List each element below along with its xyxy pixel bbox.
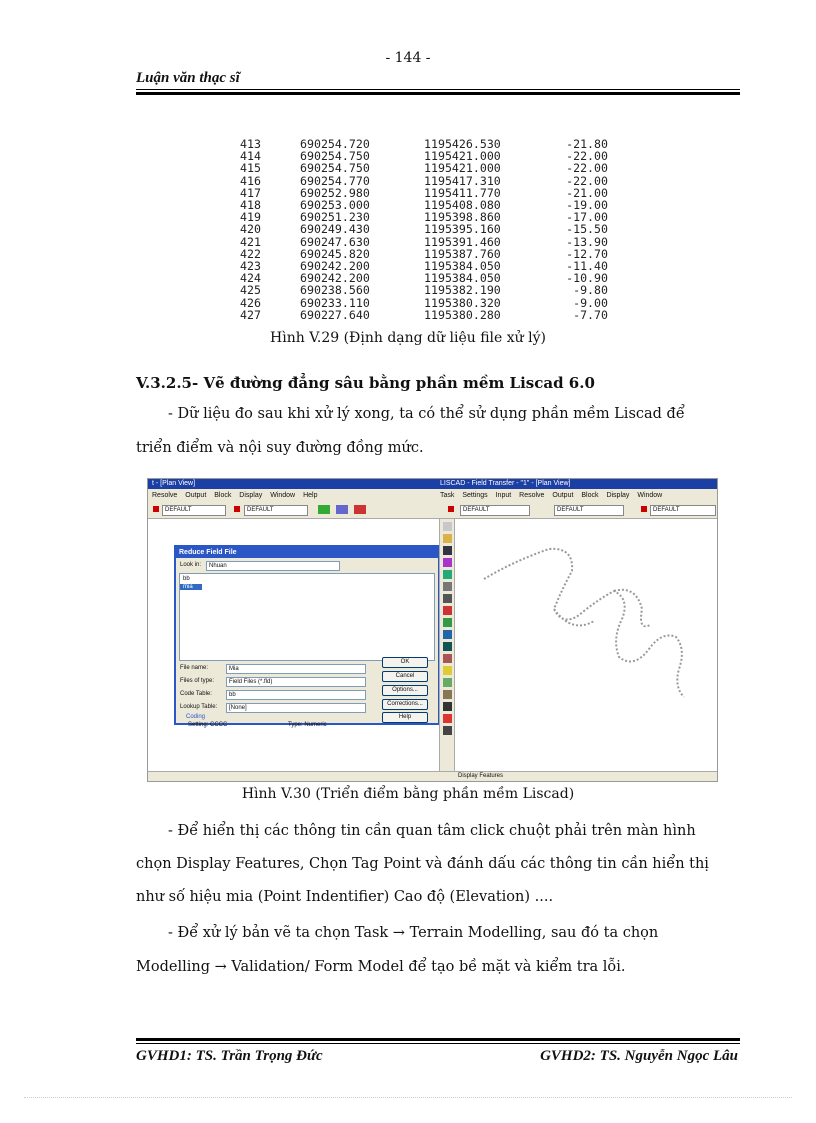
depth-cell: -9.00 xyxy=(573,295,608,310)
color-swatch-icon[interactable] xyxy=(641,506,647,512)
tool-icon[interactable] xyxy=(443,642,452,651)
table-row xyxy=(240,236,622,248)
point-id-cell: 420 xyxy=(240,222,261,237)
northing-cell: 1195421.000 xyxy=(424,161,501,176)
table-row xyxy=(240,175,622,187)
menu-settings[interactable]: Settings xyxy=(462,492,488,499)
easting-cell: 690254.750 xyxy=(300,161,370,176)
northing-cell: 1195391.460 xyxy=(424,234,501,249)
northing-cell: 1195398.860 xyxy=(424,210,501,225)
draw-tools-icon[interactable] xyxy=(318,505,378,514)
northing-cell: 1195395.160 xyxy=(424,222,501,237)
contour-points xyxy=(484,549,684,697)
tool-icon[interactable] xyxy=(443,714,452,723)
menu-output[interactable]: Output xyxy=(185,492,207,499)
easting-cell: 690251.230 xyxy=(300,210,370,225)
layer-combo-4[interactable]: DEFAULT xyxy=(554,505,624,516)
tool-icon[interactable] xyxy=(443,654,452,663)
depth-cell: -19.00 xyxy=(566,198,608,213)
northing-cell: 1195411.770 xyxy=(424,185,501,200)
contour-points xyxy=(614,590,650,626)
menu-resolve-r[interactable]: Resolve xyxy=(519,492,545,499)
menu-input[interactable]: Input xyxy=(495,492,512,499)
easting-cell: 690254.720 xyxy=(300,137,370,151)
depth-cell: -11.40 xyxy=(566,259,608,274)
point-id-cell: 423 xyxy=(240,259,261,274)
easting-cell: 690253.000 xyxy=(300,198,370,213)
northing-cell: 1195426.530 xyxy=(424,137,501,151)
figure-30-caption: Hình V.30 (Triển điểm bằng phần mềm Liscad) xyxy=(241,786,575,802)
coding-label: Coding xyxy=(186,714,206,720)
northing-cell: 1195408.080 xyxy=(424,198,501,213)
look-in-label: Look in: xyxy=(180,562,202,568)
point-id-cell: 417 xyxy=(240,185,261,200)
easting-cell: 690252.980 xyxy=(300,185,370,200)
footer-left: GVHD1: TS. Trần Trọng Đức xyxy=(136,1048,323,1064)
left-menubar xyxy=(148,489,438,502)
northing-cell: 1195380.320 xyxy=(424,295,501,310)
table-row xyxy=(240,297,622,309)
tool-icon[interactable] xyxy=(443,726,452,735)
footer-rule-thin xyxy=(136,1043,740,1044)
menu-display[interactable]: Display xyxy=(239,492,263,499)
point-id-cell: 419 xyxy=(240,210,261,225)
point-id-cell: 421 xyxy=(240,234,261,249)
depth-cell: -15.50 xyxy=(566,222,608,237)
cancel-button[interactable]: Cancel xyxy=(382,671,428,682)
northing-cell: 1195387.760 xyxy=(424,246,501,261)
menu-window[interactable]: Window xyxy=(270,492,296,499)
depth-cell: -22.00 xyxy=(566,149,608,164)
paragraph-3-line-2: Modelling → Validation/ Form Model để tạo bề mặt và kiểm tra lỗi. xyxy=(136,959,626,975)
easting-cell: 690233.110 xyxy=(300,295,370,310)
easting-cell: 690249.430 xyxy=(300,222,370,237)
color-swatch-icon[interactable] xyxy=(153,506,159,512)
northing-cell: 1195380.280 xyxy=(424,307,501,322)
northing-cell: 1195384.050 xyxy=(424,271,501,286)
layer-combo-2[interactable]: DEFAULT xyxy=(244,505,308,516)
lookup-table-label: Lookup Table: xyxy=(180,704,218,710)
footer-rule-thick xyxy=(136,1038,740,1041)
depth-cell: -7.70 xyxy=(573,307,608,322)
section-heading: V.3.2.5- Vẽ đường đẳng sâu bằng phần mềm Liscad 6.0 xyxy=(136,374,595,392)
point-id-cell: 426 xyxy=(240,295,261,310)
easting-cell: 690238.560 xyxy=(300,283,370,298)
point-id-cell: 415 xyxy=(240,161,261,176)
file-list xyxy=(179,573,435,661)
depth-cell: -17.00 xyxy=(566,210,608,225)
zoom-out-icon[interactable] xyxy=(443,582,452,591)
tool-icon[interactable] xyxy=(443,690,452,699)
pencil-icon[interactable] xyxy=(443,618,452,627)
easting-cell: 690242.200 xyxy=(300,271,370,286)
corrections-button[interactable]: Corrections... xyxy=(382,699,428,710)
grid-icon[interactable] xyxy=(443,558,452,567)
paragraph-3-line-1: - Để xử lý bản vẽ ta chọn Task → Terrain Modelling, sau đó ta chọn xyxy=(168,925,659,941)
depth-cell: -21.80 xyxy=(566,137,608,151)
files-type-select[interactable]: Field Files (*.fld) xyxy=(226,677,366,687)
tool-icon[interactable] xyxy=(443,630,452,639)
paragraph-2-line-2: chọn Display Features, Chọn Tag Point và đánh dấu các thông tin cần hiển thị xyxy=(136,856,709,872)
footer-right: GVHD2: TS. Nguyễn Ngọc Lâu xyxy=(540,1048,738,1064)
tool-icon[interactable] xyxy=(443,678,452,687)
northing-cell: 1195417.310 xyxy=(424,173,501,188)
table-row xyxy=(240,223,622,235)
header-rule-thin xyxy=(136,89,740,90)
color-swatch-icon[interactable] xyxy=(448,506,454,512)
point-id-cell: 424 xyxy=(240,271,261,286)
menu-block-r[interactable]: Block xyxy=(581,492,599,499)
depth-cell: -10.90 xyxy=(566,271,608,286)
point-id-cell: 416 xyxy=(240,173,261,188)
right-menubar xyxy=(436,489,718,502)
right-titlebar: LISCAD - Field Transfer - "1" - [Plan View] xyxy=(436,479,717,489)
page-bottom-dots xyxy=(24,1097,792,1098)
file-item-bb[interactable]: bb xyxy=(183,576,190,582)
menu-help[interactable]: Help xyxy=(303,492,318,499)
easting-cell: 690254.750 xyxy=(300,149,370,164)
northing-cell: 1195384.050 xyxy=(424,259,501,274)
dialog-title: Reduce Field File xyxy=(176,547,438,558)
northing-cell: 1195421.000 xyxy=(424,149,501,164)
menu-task[interactable]: Task xyxy=(440,492,455,499)
easting-cell: 690245.820 xyxy=(300,246,370,261)
type-text: Type: Numeric xyxy=(288,722,327,728)
depth-cell: -9.80 xyxy=(573,283,608,298)
file-name-label: File name: xyxy=(180,665,209,671)
table-row xyxy=(240,162,622,174)
plan-view-canvas[interactable] xyxy=(454,519,716,771)
options-button[interactable]: Options... xyxy=(382,685,428,696)
toolbar xyxy=(148,502,717,519)
layer-combo-3[interactable]: DEFAULT xyxy=(460,505,530,516)
help-button[interactable]: Help xyxy=(382,712,428,723)
reduce-field-file-dialog xyxy=(174,545,440,725)
header-rule-thick xyxy=(136,92,740,95)
depth-cell: -22.00 xyxy=(566,161,608,176)
menu-resolve[interactable]: Resolve xyxy=(152,492,178,499)
color-swatch-icon[interactable] xyxy=(234,506,240,512)
lookup-table-select[interactable]: [None] xyxy=(226,703,366,713)
paragraph-1-line-1: - Dữ liệu đo sau khi xử lý xong, ta có thể sử dụng phần mềm Liscad để xyxy=(168,406,685,422)
depth-cell: -22.00 xyxy=(566,173,608,188)
ok-button[interactable]: OK xyxy=(382,657,428,668)
figure-29-caption: Hình V.29 (Định dạng dữ liệu file xử lý) xyxy=(270,330,546,346)
easting-cell: 690247.630 xyxy=(300,234,370,249)
files-type-label: Files of type: xyxy=(180,678,215,684)
layer-combo-1[interactable]: DEFAULT xyxy=(162,505,226,516)
delete-icon[interactable] xyxy=(443,606,452,615)
running-header: Luận văn thạc sĩ xyxy=(136,70,240,86)
code-table-select[interactable]: bb xyxy=(226,690,366,700)
file-item-mia[interactable]: mia xyxy=(180,584,202,590)
tool-icon[interactable] xyxy=(443,702,452,711)
easting-cell: 690227.640 xyxy=(300,307,370,322)
menu-output-r[interactable]: Output xyxy=(552,492,574,499)
zoom-in-icon[interactable] xyxy=(443,570,452,579)
status-bar xyxy=(148,771,717,781)
point-id-cell: 425 xyxy=(240,283,261,298)
depth-cell: -13.90 xyxy=(566,234,608,249)
menu-display-r[interactable]: Display xyxy=(606,492,630,499)
depth-cell: -12.70 xyxy=(566,246,608,261)
layer-combo-5[interactable]: DEFAULT xyxy=(650,505,716,516)
point-id-cell: 413 xyxy=(240,137,261,151)
table-row xyxy=(240,309,622,321)
point-id-cell: 422 xyxy=(240,246,261,261)
paragraph-2-line-3: như số hiệu mia (Point Indentifier) Cao độ (Elevation) .... xyxy=(136,889,554,905)
layer-icon[interactable] xyxy=(443,594,452,603)
easting-cell: 690242.200 xyxy=(300,259,370,274)
liscad-screenshot xyxy=(147,478,718,782)
setting-text: Setting: CCCC xyxy=(188,722,228,728)
file-name-input[interactable]: Mia xyxy=(226,664,366,674)
open-icon[interactable] xyxy=(443,534,452,543)
code-table-label: Code Table: xyxy=(180,691,212,697)
depth-cell: -21.00 xyxy=(566,185,608,200)
page-number: - 144 - xyxy=(385,50,431,66)
paragraph-1-line-2: triển điểm và nội suy đường đồng mức. xyxy=(136,440,424,456)
status-text: Display Features xyxy=(458,773,504,779)
table-row xyxy=(240,284,622,296)
paragraph-2-line-1: - Để hiển thị các thông tin cần quan tâm click chuột phải trên màn hình xyxy=(168,823,696,839)
point-id-cell: 427 xyxy=(240,307,261,322)
point-id-cell: 418 xyxy=(240,198,261,213)
new-icon[interactable] xyxy=(443,522,452,531)
easting-cell: 690254.770 xyxy=(300,173,370,188)
northing-cell: 1195382.190 xyxy=(424,283,501,298)
left-titlebar: t - [Plan View] xyxy=(148,479,438,489)
vertical-toolbar xyxy=(439,519,455,781)
tool-icon[interactable] xyxy=(443,666,452,675)
menu-block[interactable]: Block xyxy=(214,492,232,499)
menu-window-r[interactable]: Window xyxy=(637,492,663,499)
look-in-select[interactable]: Nhuan xyxy=(206,561,340,571)
point-id-cell: 414 xyxy=(240,149,261,164)
survey-data-table xyxy=(240,138,622,321)
save-icon[interactable] xyxy=(443,546,452,555)
